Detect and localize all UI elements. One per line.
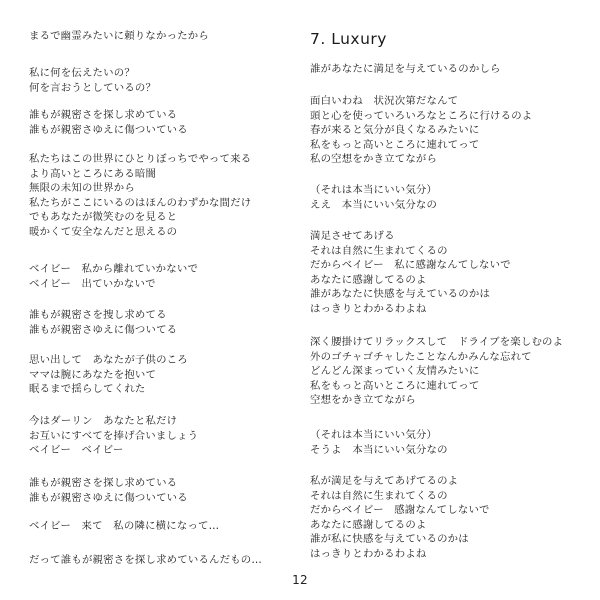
lyric-line: 私をもっと高いところに連れてって bbox=[310, 379, 480, 392]
lyric-line: 誰もが親密さゆえに傷ついている bbox=[29, 491, 188, 504]
lyric-line: ベイビー 出ていかないで bbox=[29, 277, 156, 290]
lyric-line: （それは本当にいい気分） bbox=[310, 429, 438, 441]
lyric-line: 眠るまで揺らしてくれた bbox=[29, 383, 146, 396]
lyric-line: はっきりとわかるわよね bbox=[310, 302, 427, 315]
lyric-line: それは自然に生まれてくるの bbox=[310, 244, 448, 257]
lyric-line: 私をもっと高いところに連れてって bbox=[310, 138, 480, 151]
lyric-line: 春が来ると気分が良くなるみたいに bbox=[310, 124, 480, 137]
left-stanza-4 bbox=[29, 152, 251, 240]
page-number: 12 bbox=[292, 573, 308, 587]
lyric-line: 私に何を伝えたいの？ bbox=[29, 67, 135, 79]
lyric-line: 誰もが親密さを探し求めている bbox=[29, 477, 178, 489]
lyric-line: 外のゴチャゴチャしたことなんかみんな忘れて bbox=[310, 350, 532, 363]
right-stanza-7 bbox=[310, 474, 490, 562]
lyric-line: ベイビー ベイビー bbox=[29, 444, 124, 457]
lyric-line: 満足させてあげる bbox=[310, 230, 395, 242]
lyric-line: 深く腰掛けてリラックスして ドライブを楽しむのよ bbox=[310, 336, 564, 348]
lyric-line: ベイビー 来て 私の隣に横になって… bbox=[29, 520, 220, 532]
lyric-line: 思い出して あなたが子供のころ bbox=[29, 354, 188, 366]
left-stanza-9 bbox=[29, 476, 188, 505]
left-stanza-7 bbox=[29, 353, 188, 397]
left-stanza-11 bbox=[29, 553, 262, 568]
left-stanza-5 bbox=[29, 262, 198, 291]
lyric-line: 私たちがここにいるのはほんのわずかな間だけ bbox=[29, 196, 252, 209]
right-stanza-6 bbox=[310, 428, 448, 457]
lyric-line: 私たちはこの世界にひとりぼっちでやって来る bbox=[29, 153, 252, 165]
lyric-line: 誰もが親密さを捜し求めてる bbox=[29, 309, 167, 321]
lyric-line: 今はダーリン あなたと私だけ bbox=[29, 415, 178, 427]
lyric-line: でもあなたが微笑むのを見ると bbox=[29, 211, 178, 224]
lyric-line: お互いにすべてを捧げ合いましょう bbox=[29, 429, 199, 442]
lyric-line: 頭と心を使っていろいろなところに行けるのよ bbox=[310, 109, 533, 122]
lyric-line: 何を言おうとしているの？ bbox=[29, 81, 157, 94]
lyric-line: 誰もが親密さを探し求めている bbox=[29, 109, 178, 121]
lyric-line: 誰があなたに満足を与えているのかしら bbox=[310, 63, 501, 75]
lyric-line: そうよ 本当にいい気分なの bbox=[310, 443, 448, 456]
song-title: 7. Luxury bbox=[310, 30, 387, 48]
lyric-line: （それは本当にいい気分） bbox=[310, 184, 438, 196]
lyric-line: ええ 本当にいい気分なの bbox=[310, 198, 438, 211]
lyric-line: あなたに感謝してるのよ bbox=[310, 518, 427, 531]
lyric-line: だって誰もが親密さを探し求めているんだもの… bbox=[29, 554, 262, 566]
lyric-line: 無限の未知の世界から bbox=[29, 182, 135, 195]
lyric-line: 誰が私に快感を与えているのかは bbox=[310, 533, 469, 546]
lyric-line: 私が満足を与えてあげてるのよ bbox=[310, 475, 459, 487]
lyric-line: 暖かくて安全なんだと思えるの bbox=[29, 225, 178, 238]
lyric-line: 誰もが親密さゆえに傷ついてる bbox=[29, 323, 178, 336]
left-stanza-3 bbox=[29, 108, 188, 137]
right-stanza-5 bbox=[310, 335, 563, 408]
left-stanza-10 bbox=[29, 519, 219, 534]
right-stanza-1 bbox=[310, 62, 501, 77]
right-stanza-2 bbox=[310, 94, 532, 167]
lyric-line: あなたに感謝してるのよ bbox=[310, 273, 427, 286]
lyric-line: 面白いわね 状況次第だなんて bbox=[310, 95, 459, 107]
right-stanza-3 bbox=[310, 183, 437, 212]
lyric-line: 空想をかき立てながら bbox=[310, 394, 416, 407]
left-stanza-6 bbox=[29, 308, 177, 337]
lyric-line: 私の空想をかき立てながら bbox=[310, 153, 438, 166]
lyric-line: 誰があなたに快感を与えているのかは bbox=[310, 288, 491, 301]
lyric-line: 誰もが親密さゆえに傷ついている bbox=[29, 123, 188, 136]
lyric-line: ママは腕にあなたを抱いて bbox=[29, 368, 157, 381]
lyric-line: それは自然に生まれてくるの bbox=[310, 489, 448, 502]
lyric-line: だからベイビー 私に感謝なんてしないで bbox=[310, 259, 511, 272]
lyric-line: だからベイビー 感謝なんてしないで bbox=[310, 504, 490, 517]
lyric-line: はっきりとわかるわよね bbox=[310, 547, 427, 560]
left-stanza-1 bbox=[29, 29, 209, 44]
right-stanza-4 bbox=[310, 229, 511, 317]
lyric-line: より高いところにある暗闇 bbox=[29, 167, 157, 180]
left-stanza-2 bbox=[29, 66, 156, 95]
lyric-line: ベイビー 私から離れていかないで bbox=[29, 263, 199, 275]
left-stanza-8 bbox=[29, 414, 198, 458]
lyric-line: どんどん深まっていく友情みたいに bbox=[310, 365, 480, 378]
lyric-line: まるで幽霊みたいに頼りなかったから bbox=[29, 30, 209, 42]
